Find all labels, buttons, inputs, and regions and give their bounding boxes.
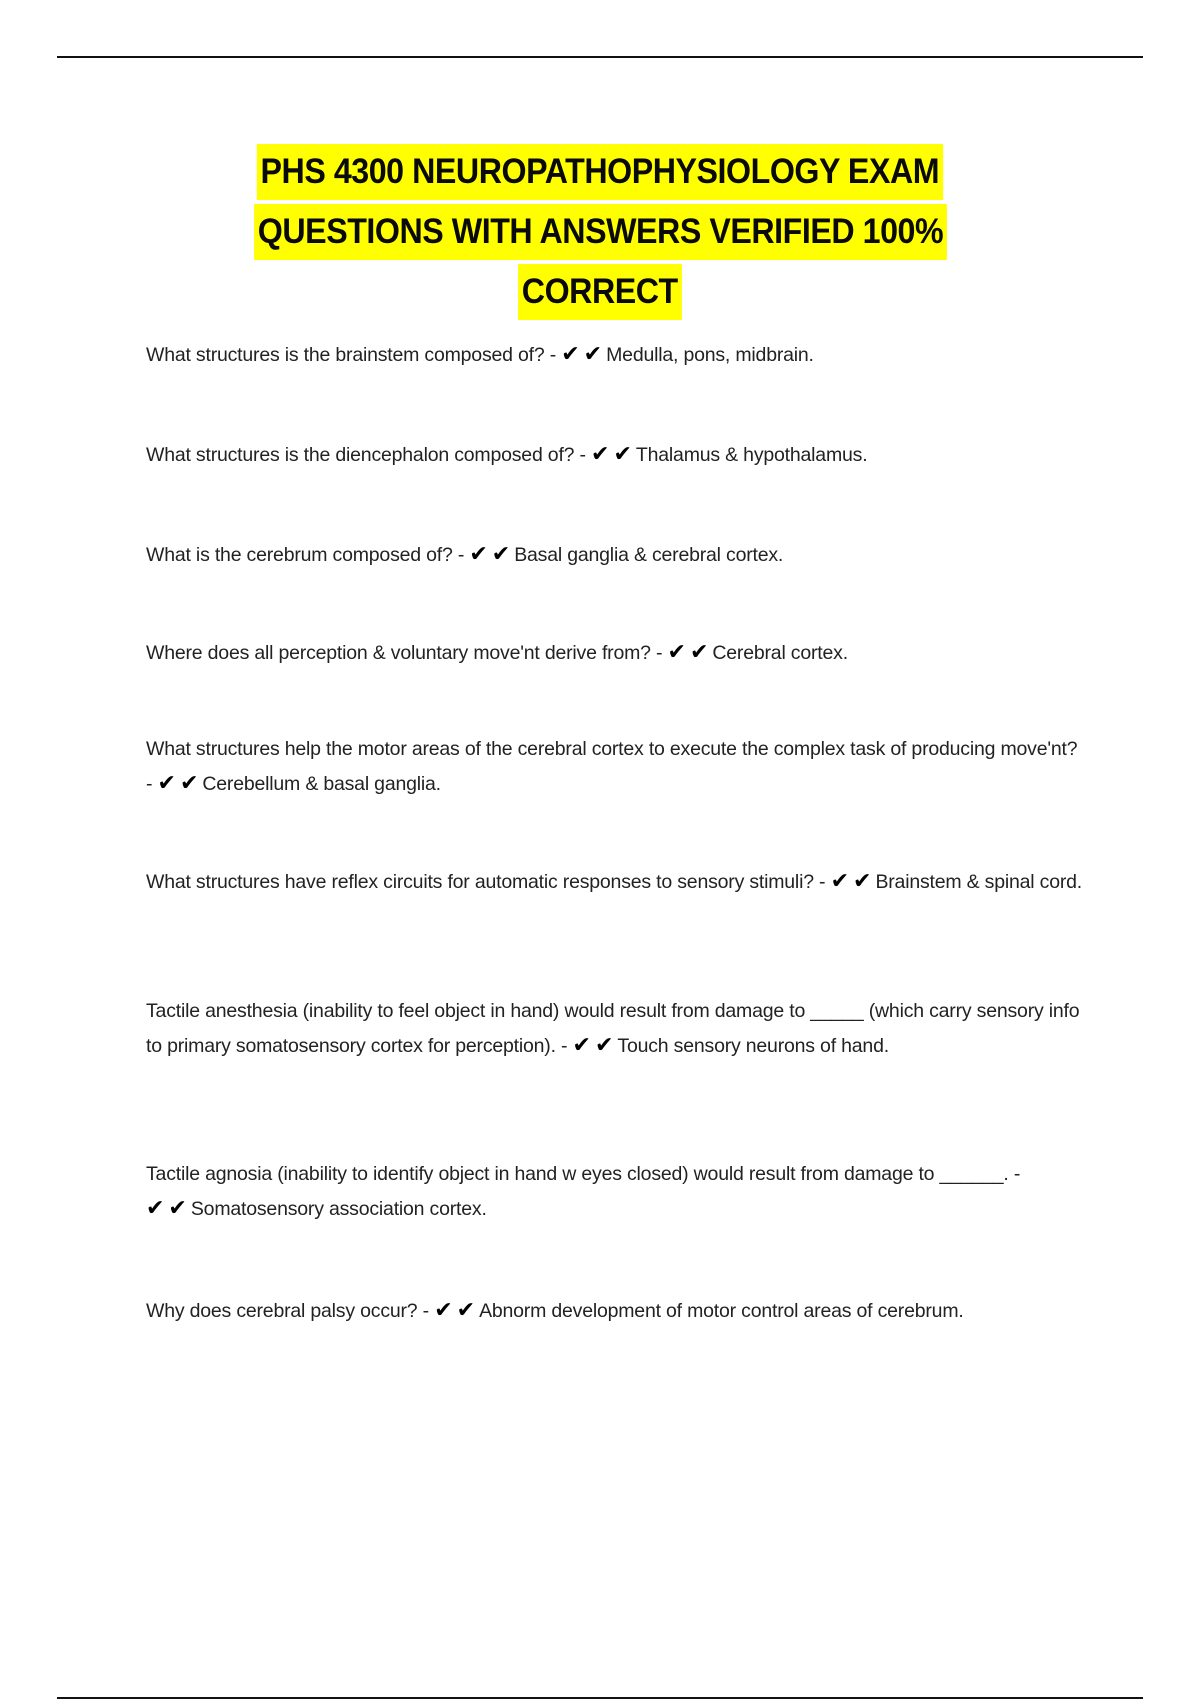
bottom-rule <box>57 1697 1143 1699</box>
double-check-icon: ✔✔ <box>667 639 713 664</box>
qa-item <box>146 537 1086 572</box>
question-text: What structures is the brainstem composed of? - <box>146 344 562 366</box>
qa-item <box>146 437 1086 472</box>
document-title <box>0 144 1200 324</box>
question-text: Tactile agnosia (inability to identify object in hand w eyes closed) would result from damage to ______. - <box>146 1163 1021 1185</box>
title-line-1: PHS 4300 NEUROPATHOPHYSIOLOGY EXAM <box>257 144 943 200</box>
qa-item <box>146 635 1086 670</box>
double-check-icon: ✔✔ <box>157 770 203 795</box>
answer-text: Abnorm development of motor control areas of cerebrum. <box>479 1300 964 1322</box>
double-check-icon: ✔✔ <box>561 341 607 366</box>
top-rule <box>57 56 1143 58</box>
question-text: Where does all perception & voluntary move'nt derive from? - <box>146 642 668 664</box>
double-check-icon: ✔✔ <box>572 1032 618 1057</box>
question-text: What structures help the motor areas of the cerebral cortex to execute the complex task of producing move'nt? - <box>146 738 1078 795</box>
qa-item <box>146 1158 1086 1226</box>
question-text: What is the cerebrum composed of? - <box>146 544 470 566</box>
answer-text: Cerebral cortex. <box>712 642 848 664</box>
answer-text: Cerebellum & basal ganglia. <box>202 773 441 795</box>
answer-text: Basal ganglia & cerebral cortex. <box>514 544 784 566</box>
answer-text: Touch sensory neurons of hand. <box>617 1035 889 1057</box>
qa-item <box>146 733 1086 801</box>
answer-text: Medulla, pons, midbrain. <box>606 344 814 366</box>
answer-text: Brainstem & spinal cord. <box>875 871 1082 893</box>
answer-text: Somatosensory association cortex. <box>190 1198 487 1220</box>
question-text: What structures have reflex circuits for automatic responses to sensory stimuli? - <box>146 871 831 893</box>
title-line-2: QUESTIONS WITH ANSWERS VERIFIED 100% <box>254 204 947 260</box>
double-check-icon: ✔✔ <box>146 1195 191 1220</box>
double-check-icon: ✔✔ <box>469 541 515 566</box>
double-check-icon: ✔✔ <box>591 441 636 466</box>
double-check-icon: ✔✔ <box>434 1297 480 1322</box>
qa-item <box>146 995 1086 1063</box>
question-text: Tactile anesthesia (inability to feel object in hand) would result from damage to _____ (which carry sensory info to primary somatosensory cortex for perception). - <box>146 1000 1080 1057</box>
title-line-3: CORRECT <box>518 264 681 320</box>
double-check-icon: ✔✔ <box>830 868 876 893</box>
question-text: Why does cerebral palsy occur? - <box>146 1300 435 1322</box>
qa-item <box>146 337 1086 372</box>
answer-text: Thalamus & hypothalamus. <box>635 444 868 466</box>
qa-item <box>146 864 1086 899</box>
question-text: What structures is the diencephalon composed of? - <box>146 444 592 466</box>
qa-item <box>146 1293 1086 1328</box>
